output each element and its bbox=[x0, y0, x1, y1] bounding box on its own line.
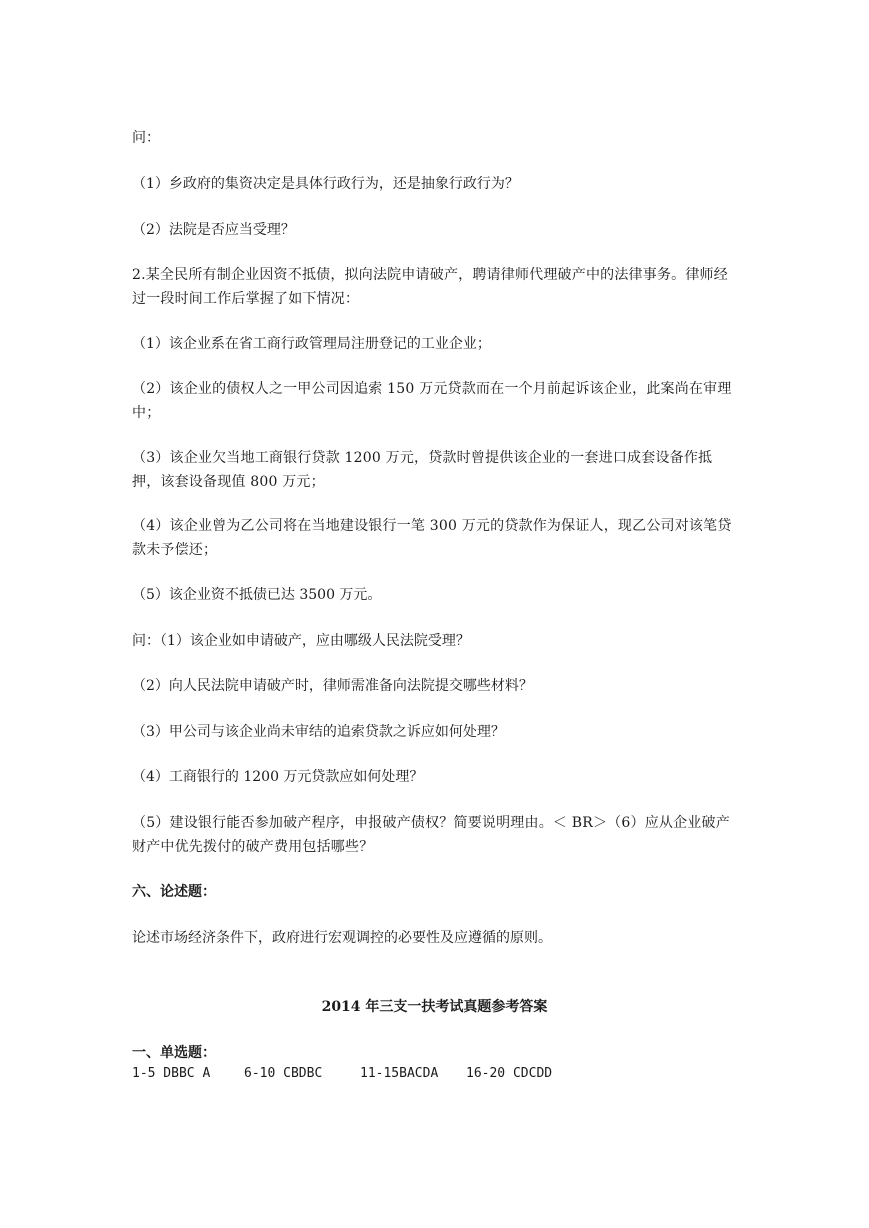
question-1: （1）乡政府的集资决定是具体行政行为，还是抽象行政行为？ bbox=[132, 176, 519, 192]
fact-4: （4）该企业曾为乙公司将在当地建设银行一笔 300 万元的贷款作为保证人，现乙公司对该笔贷款未予偿还； bbox=[132, 518, 732, 558]
sub-question-1: 问：（1）该企业如申请破产，应由哪级人民法院受理？ bbox=[132, 633, 470, 649]
fact-3: （3）该企业欠当地工商银行贷款 1200 万元，贷款时曾提供该企业的一套进口成套设备作抵押，该套设备现值 800 万元； bbox=[132, 450, 713, 490]
fact-2: （2）该企业的债权人之一甲公司因追索 150 万元贷款而在一个月前起诉该企业，此案尚在审理中； bbox=[132, 381, 732, 421]
answer-group: 6-10 CBDBC bbox=[244, 1066, 323, 1081]
sub-question-4: （4）工商银行的 1200 万元贷款应如何处理？ bbox=[132, 769, 424, 785]
case-2-paragraph: 2.某全民所有制企业因资不抵债，拟向法院申请破产，聘请律师代理破产中的法律事务。律师经过一段时间工作后掌握了如下情况： bbox=[132, 267, 728, 307]
sub-question-2: （2）向人民法院申请破产时，律师需准备向法院提交哪些材料？ bbox=[132, 678, 533, 694]
question-2: （2）法院是否应当受理？ bbox=[132, 222, 295, 238]
fact-5: （5）该企业资不抵债已达 3500 万元。 bbox=[132, 587, 382, 603]
answer-group: 1-5 DBBC A bbox=[132, 1066, 211, 1081]
essay-question: 论述市场经济条件下，政府进行宏观调控的必要性及应遵循的原则。 bbox=[132, 930, 552, 946]
sub-question-3: （3）甲公司与该企业尚未审结的追索贷款之诉应如何处理？ bbox=[132, 724, 505, 740]
sub-question-5: （5）建设银行能否参加破产程序，申报破产债权？简要说明理由。＜ BR＞（6）应从企业破产财产中优先拨付的破产费用包括哪些？ bbox=[132, 815, 730, 855]
answer-group: 11-15BACDA bbox=[360, 1066, 439, 1081]
fact-1: （1）该企业系在省工商行政管理局注册登记的工业企业； bbox=[132, 336, 491, 352]
answer-title: 2014 年三支一扶考试真题参考答案 bbox=[321, 999, 548, 1015]
question-intro: 问： bbox=[132, 130, 160, 146]
answer-row bbox=[132, 1062, 740, 1086]
answer-group: 16-20 CDCDD bbox=[466, 1066, 553, 1081]
section-6-heading: 六、论述题： bbox=[132, 884, 216, 900]
section-1-heading: 一、单选题： bbox=[132, 1045, 216, 1061]
